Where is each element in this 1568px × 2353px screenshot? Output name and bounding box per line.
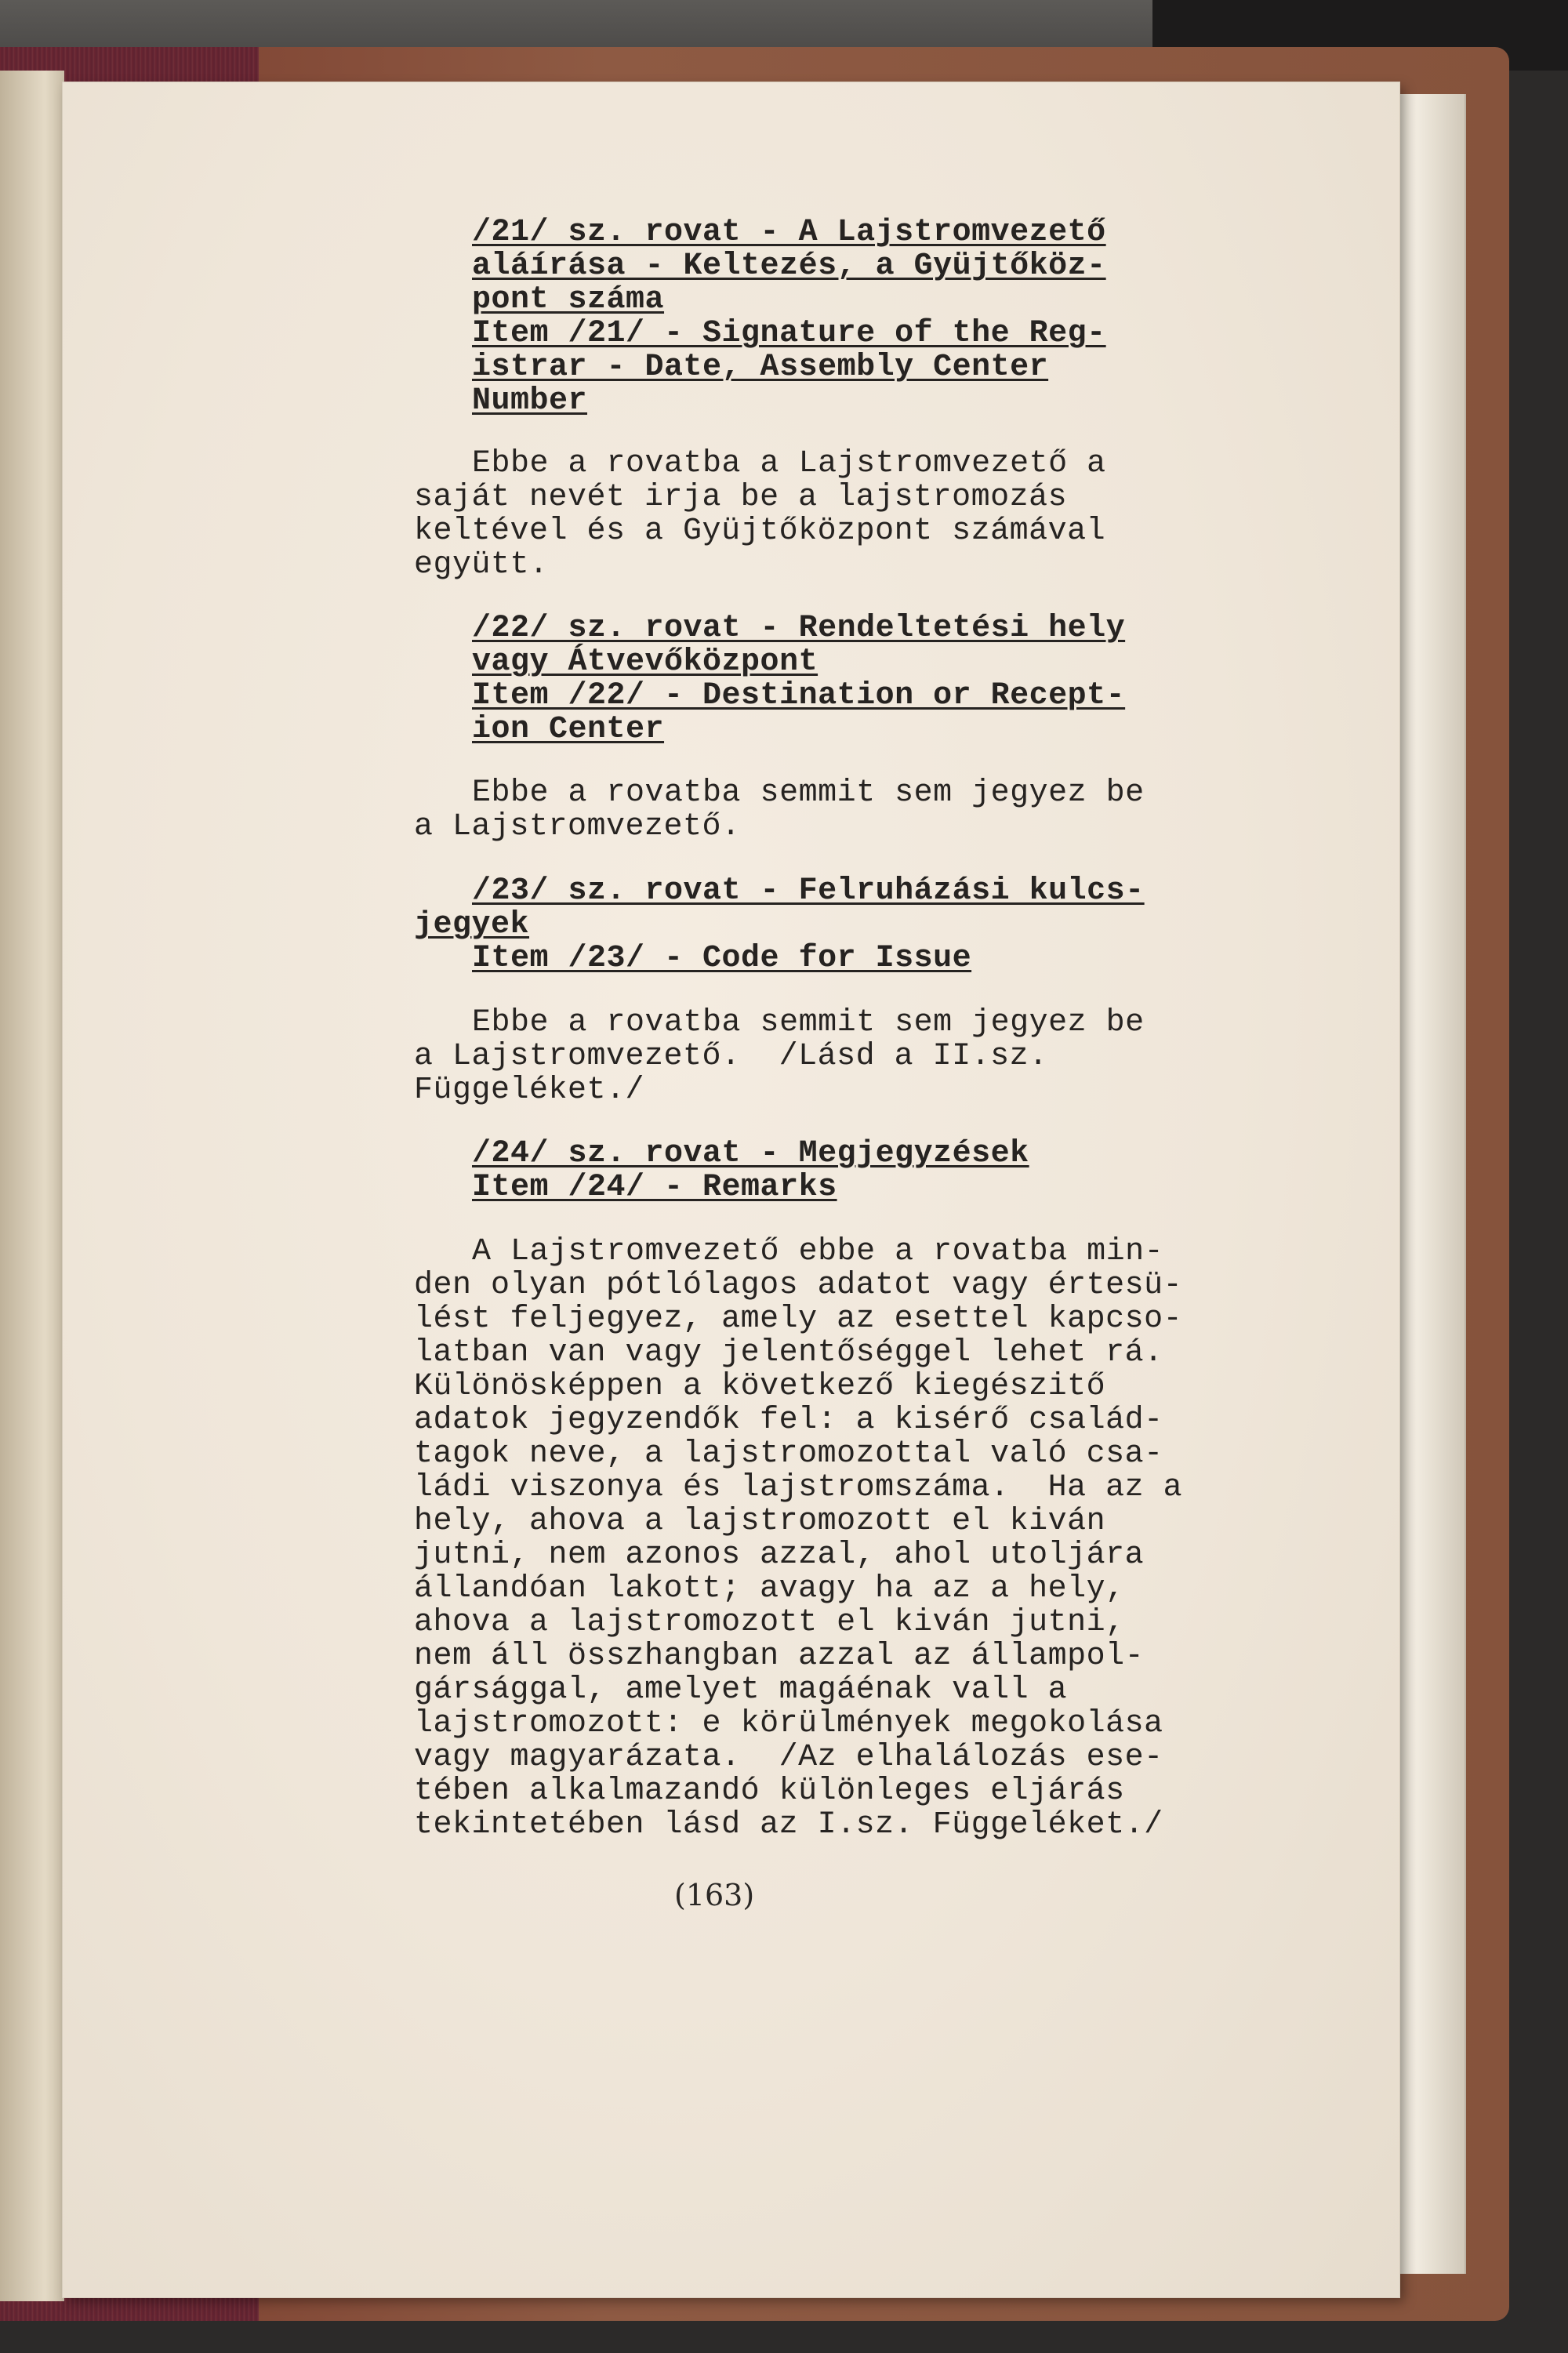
body-22-line-2: a Lajstromvezető. <box>414 809 741 844</box>
body-24-line-17: tében alkalmazandó különleges eljárás <box>414 1774 1125 1809</box>
body-24-line-6: adatok jegyzendők fel: a kisérő család- <box>414 1403 1163 1438</box>
body-21-line-4: együtt. <box>414 547 549 583</box>
left-page-edge <box>0 71 64 2301</box>
heading-hu-21-line-2: aláírása - Keltezés, a Gyüjtőköz- <box>472 249 1106 284</box>
body-23-line-1: Ebbe a rovatba semmit sem jegyez be <box>472 1005 1145 1040</box>
body-21-line-1: Ebbe a rovatba a Lajstromvezető a <box>472 446 1106 481</box>
body-24-line-11: állandóan lakott; avagy ha az a hely, <box>414 1571 1125 1607</box>
body-24-line-12: ahova a lajstromozott el kiván jutni, <box>414 1605 1125 1640</box>
heading-hu-23-line-2: jegyek <box>414 907 530 942</box>
body-21-line-3: keltével és a Gyüjtőközpont számával <box>414 514 1106 549</box>
body-24-line-18: tekintetében lásd az I.sz. Függeléket./ <box>414 1807 1163 1843</box>
heading-en-21-line-3: Number <box>472 383 588 419</box>
heading-hu-24-line-1: /24/ sz. rovat - Megjegyzések <box>472 1136 1029 1171</box>
body-24-line-5: Különösképpen a következő kiegészitő <box>414 1369 1106 1404</box>
body-24-line-14: gársággal, amelyet magáénak vall a <box>414 1672 1068 1708</box>
body-24-line-8: ládi viszonya és lajstromszáma. Ha az a <box>414 1470 1183 1505</box>
heading-en-21-line-2: istrar - Date, Assembly Center <box>472 350 1049 385</box>
heading-hu-21-line-3: pont száma <box>472 282 665 318</box>
heading-en-24-line-1: Item /24/ - Remarks <box>472 1170 837 1205</box>
body-24-line-4: latban van vagy jelentőséggel lehet rá. <box>414 1335 1163 1371</box>
body-24-line-15: lajstromozott: e körülmények megokolása <box>414 1706 1163 1741</box>
body-24-line-3: lést feljegyez, amely az esettel kapcso- <box>414 1302 1183 1337</box>
body-21-line-2: saját nevét irja be a lajstromozás <box>414 480 1068 515</box>
heading-hu-23-line-1: /23/ sz. rovat - Felruházási kulcs- <box>472 873 1145 909</box>
page-number: (163) <box>674 1878 755 1912</box>
heading-hu-22-line-2: vagy Átvevőközpont <box>472 645 818 680</box>
body-24-line-7: tagok neve, a lajstromozottal való csa- <box>414 1436 1163 1472</box>
body-24-line-10: jutni, nem azonos azzal, ahol utoljára <box>414 1538 1145 1573</box>
body-24-line-1: A Lajstromvezető ebbe a rovatba min- <box>472 1234 1164 1269</box>
heading-en-21-line-1: Item /21/ - Signature of the Reg- <box>472 316 1106 351</box>
heading-hu-21-line-1: /21/ sz. rovat - A Lajstromvezető <box>472 215 1106 250</box>
heading-en-23-line-1: Item /23/ - Code for Issue <box>472 941 972 976</box>
body-24-line-13: nem áll összhangban azzal az állampol- <box>414 1639 1145 1674</box>
heading-en-22-line-2: ion Center <box>472 712 665 747</box>
body-24-line-2: den olyan pótlólagos adatot vagy értesü- <box>414 1268 1183 1303</box>
body-23-line-2: a Lajstromvezető. /Lásd a II.sz. <box>414 1039 1048 1074</box>
heading-hu-22-line-1: /22/ sz. rovat - Rendeltetési hely <box>472 611 1126 646</box>
document-page <box>63 82 1399 2297</box>
body-24-line-16: vagy magyarázata. /Az elhalálozás ese- <box>414 1740 1163 1775</box>
body-22-line-1: Ebbe a rovatba semmit sem jegyez be <box>472 775 1145 811</box>
body-24-line-9: hely, ahova a lajstromozott el kiván <box>414 1504 1106 1539</box>
body-23-line-3: Függeléket./ <box>414 1073 645 1108</box>
heading-en-22-line-1: Item /22/ - Destination or Recept- <box>472 678 1126 714</box>
